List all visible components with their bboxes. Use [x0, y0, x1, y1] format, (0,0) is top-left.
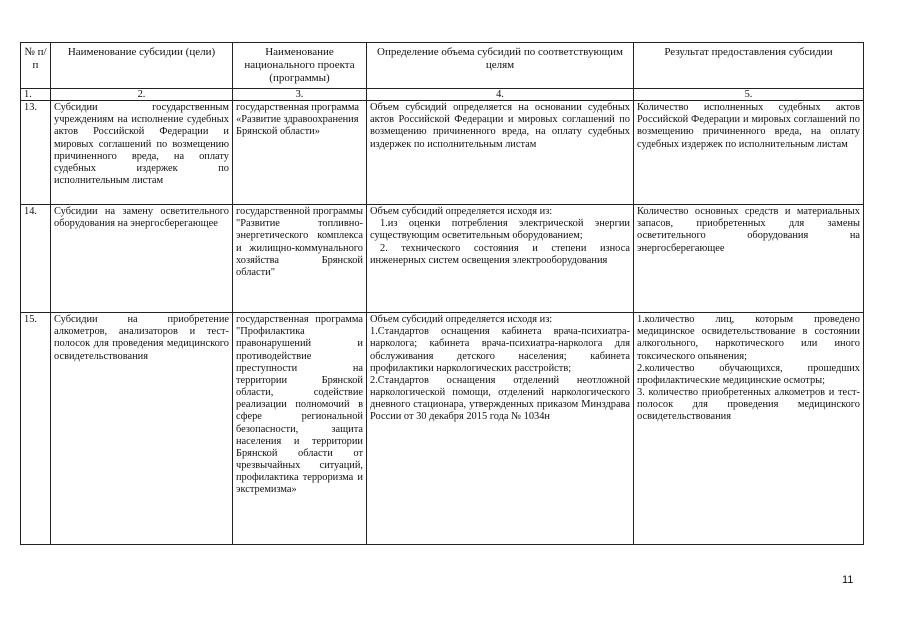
column-number: 5.	[634, 88, 864, 100]
row-result: Количество исполненных судебных актов Российской Федерации и мировых соглашений по возмещению причиненного вреда, на оплату судебных издержек по исполнительным листам	[634, 101, 864, 205]
row-volume	[367, 205, 634, 313]
header-program-name: Наименование национального проекта (программы)	[233, 43, 367, 89]
row-num: 13.	[21, 101, 51, 205]
column-number: 2.	[51, 88, 233, 100]
table-row	[21, 101, 864, 205]
row-num: 14.	[21, 205, 51, 313]
page-number: 11	[842, 574, 854, 586]
subsidy-table	[20, 42, 864, 545]
row-subsidy-name: Субсидии государственным учреждениям на исполнение судебных актов Российской Федерации и мировых соглашений по возмещению причиненного вреда, на оплату судебных издержек по исполнительным листам	[51, 101, 233, 205]
volume-item: 1.из оценки потребления электрической энергии существующим осветительным оборудованием;	[370, 218, 630, 242]
row-subsidy-name: Субсидии на приобретение алкометров, анализаторов и тест-полосок для проведения медицинского освидетельствования	[51, 313, 233, 545]
row-program: государственной программы "Развитие топливно-энергетического комплекса и жилищно-коммунального хозяйства Брянской области"	[233, 205, 367, 313]
volume-intro: Объем субсидий определяется исходя из:	[370, 206, 553, 217]
volume-item: 2. технического состояния и степени износа инженерных систем освещения электрооборудования	[370, 242, 630, 266]
row-volume: Объем субсидий определяется на основании судебных актов Российской Федерации и мировых соглашений по возмещению причиненного вреда, на оплату судебных издержек по исполнительным листам	[367, 101, 634, 205]
column-number: 3.	[233, 88, 367, 100]
header-num: № п/п	[21, 43, 51, 89]
row-result: 1.количество лиц, которым проведено медицинское освидетельствование в состоянии алкогольного, наркотического или иного токсического опьянения; 2.количество обучающихся, прошедших профилактические медицинские осмотры; 3. количество приобретенных алкометров и тест-полосок для проведения медицинского освидетельствования	[634, 313, 864, 545]
table-row	[21, 313, 864, 545]
row-program: государственная программа «Развитие здравоохранения Брянской области»	[233, 101, 367, 205]
column-number: 1.	[21, 88, 51, 100]
header-subsidy-name: Наименование субсидии (цели)	[51, 43, 233, 89]
row-program: государственная программа "Профилактика правонарушений и противодействие преступности на территории Брянской области, содействие реализации полномочий в сфере региональной безопасности, защита населения и территории Брянской области от чрезвычайных ситуаций, профилактика терроризма и экстремизма»	[233, 313, 367, 545]
row-subsidy-name: Субсидии на замену осветительного оборудования на энергосберегающее	[51, 205, 233, 313]
column-numbers-row	[21, 88, 864, 100]
table-row	[21, 205, 864, 313]
table-header-row	[21, 43, 864, 89]
header-volume-definition: Определение объема субсидий по соответствующим целям	[367, 43, 634, 89]
row-result: Количество основных средств и материальных запасов, приобретенных для замены осветительного оборудования на энергосберегающее	[634, 205, 864, 313]
header-result: Результат предоставления субсидии	[634, 43, 864, 89]
row-num: 15.	[21, 313, 51, 545]
column-number: 4.	[367, 88, 634, 100]
row-volume: Объем субсидий определяется исходя из: 1.Стандартов оснащения кабинета врача-психиатра-нарколога; кабинета врача-психиатра-нарколога для обслуживания детского населения; кабинета профилактики наркологических расстройств; 2.Стандартов оснащения отделений неотложной наркологической помощи, отделений наркологического дневного стационара, утвержденных приказом Минздрава России от 30 декабря 2015 года № 1034н	[367, 313, 634, 545]
